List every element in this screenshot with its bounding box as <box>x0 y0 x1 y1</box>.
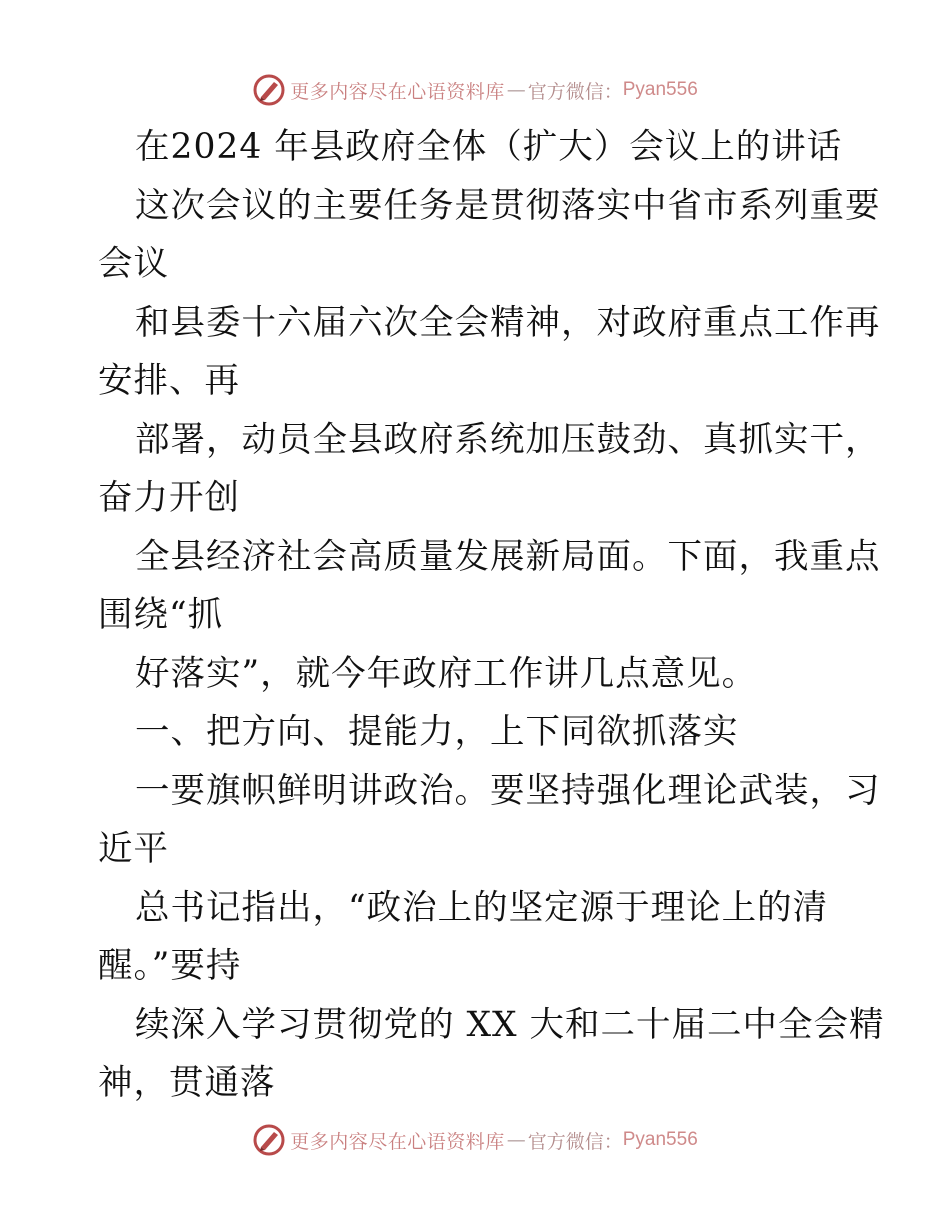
text-line: 近平 <box>98 829 169 869</box>
banner-site-text: 更多内容尽在心语资料库 <box>290 80 505 103</box>
banner-dash: — <box>506 1129 526 1151</box>
banner-wechat-label: 官方微信： <box>527 80 623 103</box>
watermark-banner-top <box>0 70 950 110</box>
text-line: 神，贯通落 <box>98 1063 276 1103</box>
text-line: 围绕“抓 <box>98 595 224 635</box>
text-line: 奋力开创 <box>98 478 240 518</box>
banner-wechat-id: Pyan556 <box>622 1129 698 1150</box>
text-line: 安排、再 <box>98 361 240 401</box>
banner-site-text: 更多内容尽在心语资料库 <box>290 1130 505 1153</box>
text-line: 一要旗帜鲜明讲政治。要坚持强化理论武装，习 <box>135 770 881 811</box>
pen-logo-icon <box>252 1123 286 1157</box>
document-body <box>98 118 885 1113</box>
document-title: 在2024 年县政府全体（扩大）会议上的讲话 <box>135 127 843 167</box>
banner-wechat-id: Pyan556 <box>622 79 698 100</box>
banner-wechat-label: 官方微信： <box>527 1130 623 1153</box>
watermark-banner-bottom <box>0 1120 950 1160</box>
text-line: 和县委十六届六次全会精神，对政府重点工作再 <box>135 302 881 343</box>
text-line: 总书记指出，“政治上的坚定源于理论上的清 <box>135 887 829 928</box>
text-line: 部署，动员全县政府系统加压鼓劲、真抓实干， <box>135 419 881 460</box>
text-line: 醒。”要持 <box>98 946 242 986</box>
text-line: 这次会议的主要任务是贯彻落实中省市系列重要 <box>135 185 881 226</box>
pen-logo-icon <box>252 73 286 107</box>
text-line: 好落实”，就今年政府工作讲几点意见。 <box>135 653 758 694</box>
text-line: 续深入学习贯彻党的 XX 大和二十届二中全会精 <box>135 1004 885 1045</box>
banner-dash: — <box>506 79 526 101</box>
text-line: 会议 <box>98 244 169 284</box>
text-line: 全县经济社会高质量发展新局面。下面，我重点 <box>135 536 881 577</box>
section-heading: 一、把方向、提能力，上下同欲抓落实 <box>135 712 739 752</box>
